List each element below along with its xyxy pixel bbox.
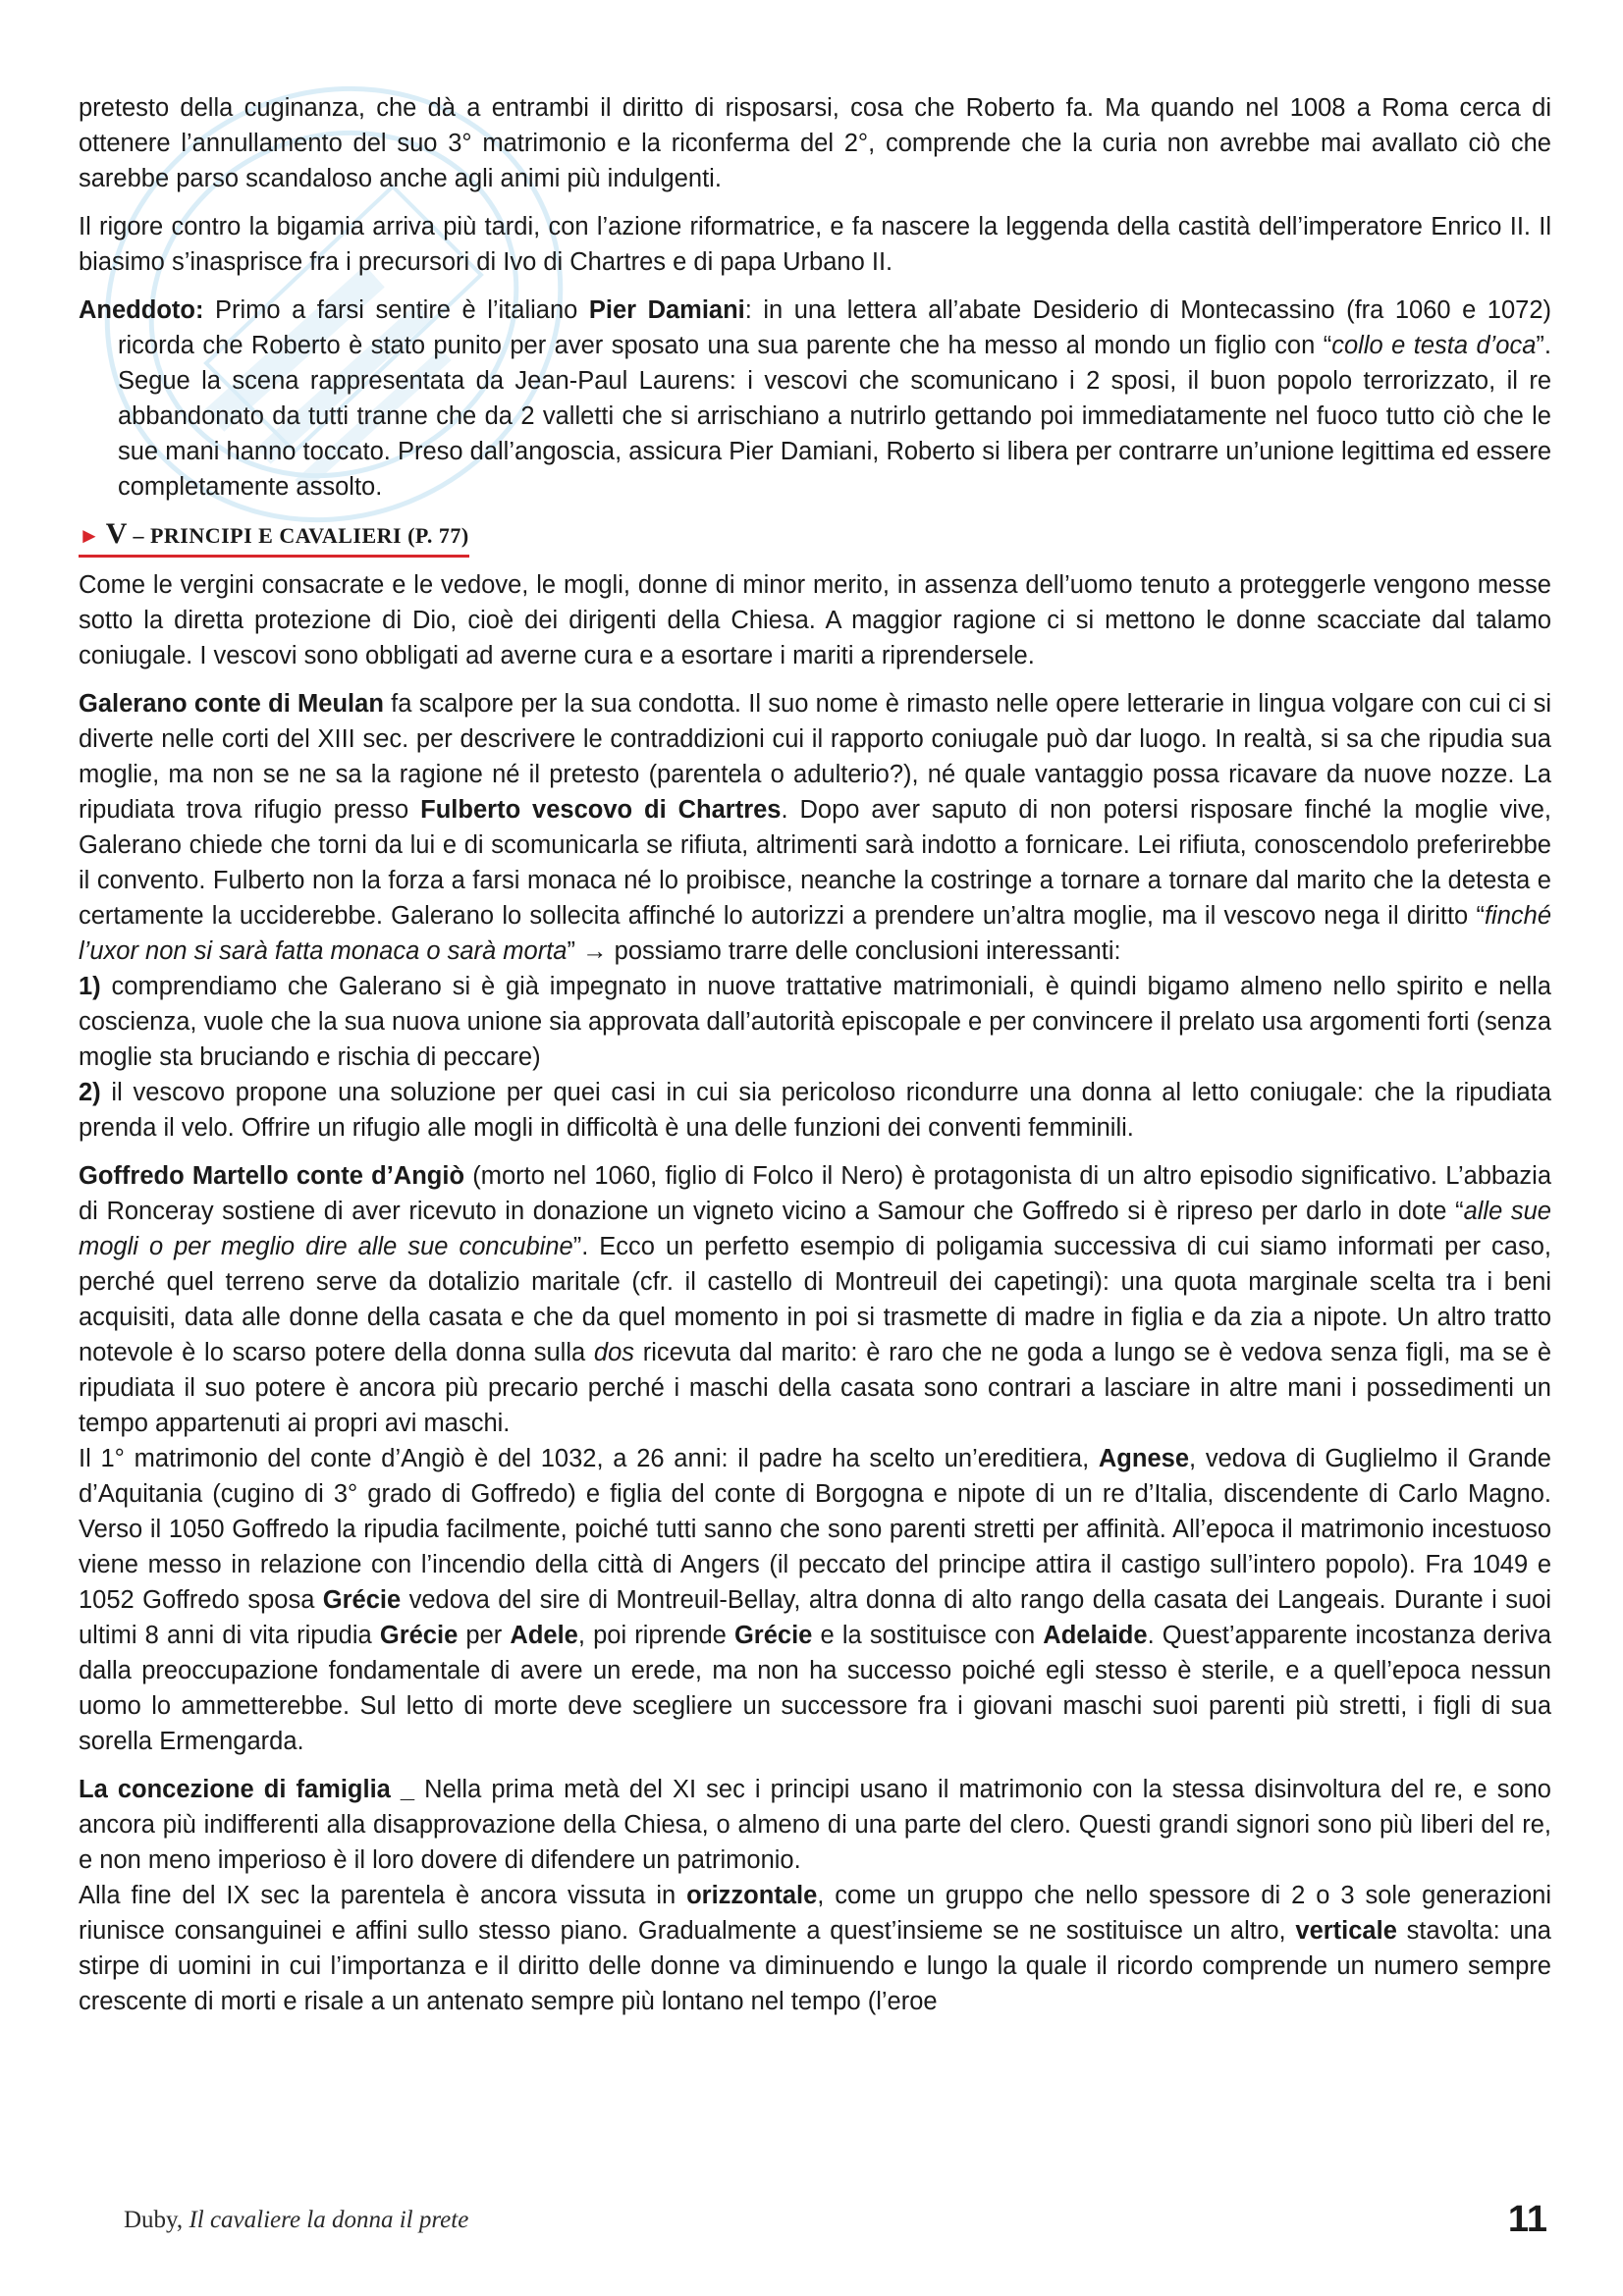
page-number: 11 (1507, 2199, 1547, 2240)
paragraph-roberto: pretesto della cuginanza, che dà a entrambi il diritto di risposarsi, cosa che Roberto fa. Ma quando nel 1008 a Roma cerca di ottenere l’annullamento del suo 3° matrimonio e la riconferma del 2°, comprende che la curia non avrebbe mai avallato ciò che sarebbe parso scandaloso anche agli animi più indulgenti. (79, 94, 1551, 192)
paragraph-matrimonio: Il 1° matrimonio del conte d’Angiò è del 1032, a 26 anni: il padre ha scelto un’ereditiera, Agnese, vedova di Guglielmo il Grande d’Aquitania (cugino di 3° grado di Goffredo) e figlia del conte di Borgogna e nipote di un re d’Italia, discendente di Carlo Magno. Verso il 1050 Goffredo la ripudia facilmente, poiché tutti sanno che sono parenti stretti per affinità. All’epoca il matrimonio incestuoso viene messo in relazione con l’incendio della città di Angers (il peccato del principe attira il castigo sull’intero popolo). Fra 1049 e 1052 Goffredo sposa Grécie vedova del sire di Montreuil-Bellay, altra donna di alto rango della casata dei Langeais. Durante i suoi ultimi 8 anni di vita ripudia Grécie per Adele, poi riprende Grécie e la sostituisce con Adelaide. Quest’apparente incostanza deriva dalla preoccupazione fondamentale di avere un erede, ma non ha successo poiché egli stesso è sterile, e a quell’epoca nessun uomo lo ammetterebbe. Sul letto di morte deve scegliere un successore fra i giovani maschi suoi parenti più stretti, i figli di sua sorella Ermengarda. (79, 1445, 1552, 1755)
adelaide-name: Adelaide (1043, 1622, 1148, 1649)
famiglia-heading: La concezione di famiglia _ (79, 1776, 415, 1803)
paragraph-goffredo: Goffredo Martello conte d’Angiò (morto nel 1060, figlio di Folco il Nero) è protagonista di un altro episodio significativo. L’abbazia di Ronceray sostiene di aver ricevuto in donazione un vigneto vicino a Samour che Goffredo si è ripreso per darlo in dote “alle sue mogli o per meglio dire alle sue concubine”. Ecco un perfetto esempio di poligamia successiva di cui siamo informati per caso, perché quel terreno serve da dotalizio maritale (cfr. il castello di Montreuil dei capetingi): una quota marginale scelta tra i beni acquisiti, data alle donne della casata e che da quel momento in poi si trasmette di madre in figlia e da zia a nipote. Un altro tratto notevole è lo scarso potere della donna sulla dos ricevuta dal marito: è raro che ne goda a lungo se è vedova senza figli, ma se è ripudiata il suo potere è ancora più precario perché i maschi della casata sono contrari a lasciare in altre mani i possedimenti un tempo appartenuti ai propri avi maschi. (79, 1162, 1552, 1437)
galerano-quote: finché l’uxor non si sarà fatta monaca o sarà morta (79, 902, 1551, 965)
section-heading (79, 517, 469, 558)
dos-term: dos (593, 1339, 635, 1366)
page-footer (124, 2199, 1547, 2248)
paragraph-galerano: Galerano conte di Meulan fa scalpore per la sua condotta. Il suo nome è rimasto nelle opere letterarie in lingua volgare con cui ci si diverte nelle corti del XIII sec. per descrivere le contraddizioni cui il rapporto coniugale può dar luogo. In realtà, si sa che ripudia sua moglie, ma non se ne sa la ragione né il pretesto (parentela o adulterio?), né quale vantaggio possa ricavare da nuove nozze. La ripudiata trova rifugio presso Fulberto vescovo di Chartres. Dopo aver saputo di non potersi risposare finché la moglie vive, Galerano chiede che torni da lui e di scomunicarla se rifiuta, altrimenti sarà indotto a fornicare. Lei rifiuta, conoscendolo preferirebbe il convento. Fulberto non la forza a farsi monaca né lo proibisce, neanche la costringe a tornare a tornare dal marito che la detesta e certamente la ucciderebbe. Galerano lo sollecita affinché lo autorizzi a prendere un’altra moglie, ma il vescovo nega il diritto “finché l’uxor non si sarà fatta monaca o sarà morta” → possiamo trarre delle conclusioni interessanti: (79, 690, 1551, 965)
paragraph-vergini: Come le vergini consacrate e le vedove, le mogli, donne di minor merito, in assenza dell’uomo tenuto a proteggerle vengono messe sotto la diretta protezione di Dio, cioè dei dirigenti della Chiesa. A maggior ragione ci si mettono le donne scacciate dal talamo coniugale. I vescovi sono obbligati ad averne cura e a esortare i mariti a riprendersele. (79, 571, 1551, 669)
goffredo-name: Goffredo Martello conte d’Angiò (79, 1162, 465, 1190)
document-body (79, 90, 1551, 2019)
agnese-name: Agnese (1098, 1445, 1190, 1472)
conclusion-1: 1) comprendiamo che Galerano si è già impegnato in nuove trattative matrimoniali, è quindi bigamo almeno nello spirito e nella coscienza, vuole che la sua nuova unione sia approvata dall’autorità episcopale e per convincere il prelato usa argomenti forti (senza moglie sta bruciando e rischia di peccare) (79, 973, 1551, 1071)
section-title: – PRINCIPI E CAVALIERI (P. 77) (127, 523, 469, 548)
section-numeral: V (105, 517, 128, 550)
aneddoto-label: Aneddoto: (79, 296, 204, 324)
footer-book-title: Duby, Il cavaliere la donna il prete (124, 2207, 469, 2233)
adele-name: Adele (510, 1622, 578, 1649)
paragraph-parentela: Alla fine del IX sec la parentela è ancora vissuta in orizzontale, come un gruppo che nello spessore di 2 o 3 sole generazioni riunisce consanguinei e affini sullo stesso piano. Gradualmente a quest’insieme se ne sostituisce un altro, verticale stavolta: una stirpe di uomini in cui l’importanza e il diritto delle donne va diminuendo e lungo la quale il ricordo comprende un numero sempre crescente di morti e risale a un antenato sempre più lontano nel tempo (l’eroe (79, 1882, 1551, 2015)
paragraph-aneddoto: Aneddoto: Primo a farsi sentire è l’italiano Pier Damiani: in una lettera all’abate Desiderio di Montecassino (fra 1060 e 1072) ricorda che Roberto è stato punito per aver sposato una sua parente che ha messo al mondo un figlio con “collo e testa d’oca”. Segue la scena rappresentata da Jean-Paul Laurens: i vescovi che scomunicano i 2 sposi, il buon popolo terrorizzato, il re abbandonato da tutti tranne che da 2 valletti che si arrischiano a nutrirlo gettando poi immediatamente nel fuoco tutto ciò che le sue mani hanno toccato. Preso dall’angoscia, assicura Pier Damiani, Roberto si libera per contrarre un’unione legittima ed essere completamente assolto. (79, 296, 1552, 501)
conclusion-2: 2) il vescovo propone una soluzione per quei casi in cui sia pericoloso ricondurre una donna al letto coniugale: che la ripudiata prenda il velo. Offrire un rifugio alle mogli in difficoltà è una delle funzioni dei conventi femminili. (79, 1079, 1551, 1142)
paragraph-bigamia: Il rigore contro la bigamia arriva più tardi, con l’azione riformatrice, e fa nascere la leggenda della castità dell’imperatore Enrico II. Il biasimo s’inasprisce fra i precursori di Ivo di Chartres e di papa Urbano II. (79, 213, 1551, 276)
aneddoto-quote: collo e testa d’oca (1331, 332, 1537, 359)
galerano-name: Galerano conte di Meulan (79, 690, 384, 718)
triangle-right-icon: ► (79, 523, 100, 548)
goffredo-quote: alle sue mogli o per meglio dire alle sue concubine (79, 1198, 1551, 1260)
paragraph-famiglia: La concezione di famiglia _ Nella prima metà del XI sec i principi usano il matrimonio con la stessa disinvoltura del re, e sono ancora più indifferenti alla disapprovazione della Chiesa, o almeno di una parte del clero. Questi grandi signori sono più liberi del re, e non meno imperioso è il loro dovere di difendere un patrimonio. (79, 1776, 1551, 1874)
pier-damiani-name: Pier Damiani (588, 296, 745, 324)
verticale-term: verticale (1295, 1917, 1397, 1945)
fulberto-name: Fulberto vescovo di Chartres (420, 796, 782, 824)
orizzontale-term: orizzontale (686, 1882, 818, 1909)
